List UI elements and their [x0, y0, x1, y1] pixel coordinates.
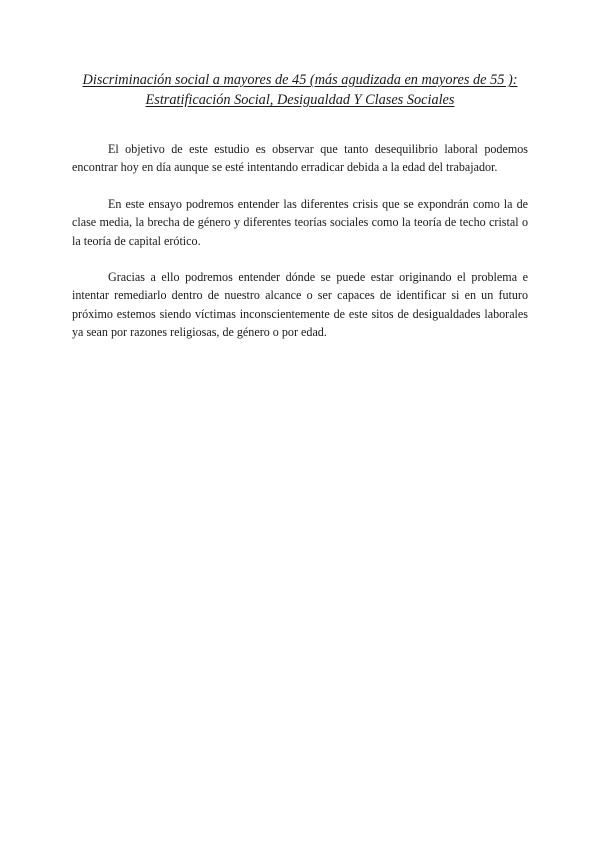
paragraph-objective: El objetivo de este estudio es observar que tanto desequilibrio laboral podemos encontrar hoy en día aunque se esté intentando erradicar debida a la edad del trabajador.: [72, 142, 528, 175]
title-line-1: Discriminación social a mayores de 45 (más agudizada en mayores de 55 ):: [82, 72, 518, 88]
paragraph-essay-scope: En este ensayo podremos entender las diferentes crisis que se expondrán como la de clase media, la brecha de género y diferentes teorías sociales como la teoría de techo cristal o la teoría de capital erótico.: [72, 196, 528, 248]
title-line-2: Estratificación Social, Desigualdad Y Clases Sociales: [145, 92, 455, 108]
paragraph-purpose: Gracias a ello podremos entender dónde se puede estar originando el problema e intentar remediarlo dentro de nuestro alcance o ser capaces de identificar si en un futuro próximo estemos siendo víctimas inconscientemente de este sitos de desigualdades laborales ya sean por razones religiosas, de género o por edad.: [72, 270, 528, 340]
document-title: [60, 70, 540, 110]
document-body: [72, 140, 528, 360]
